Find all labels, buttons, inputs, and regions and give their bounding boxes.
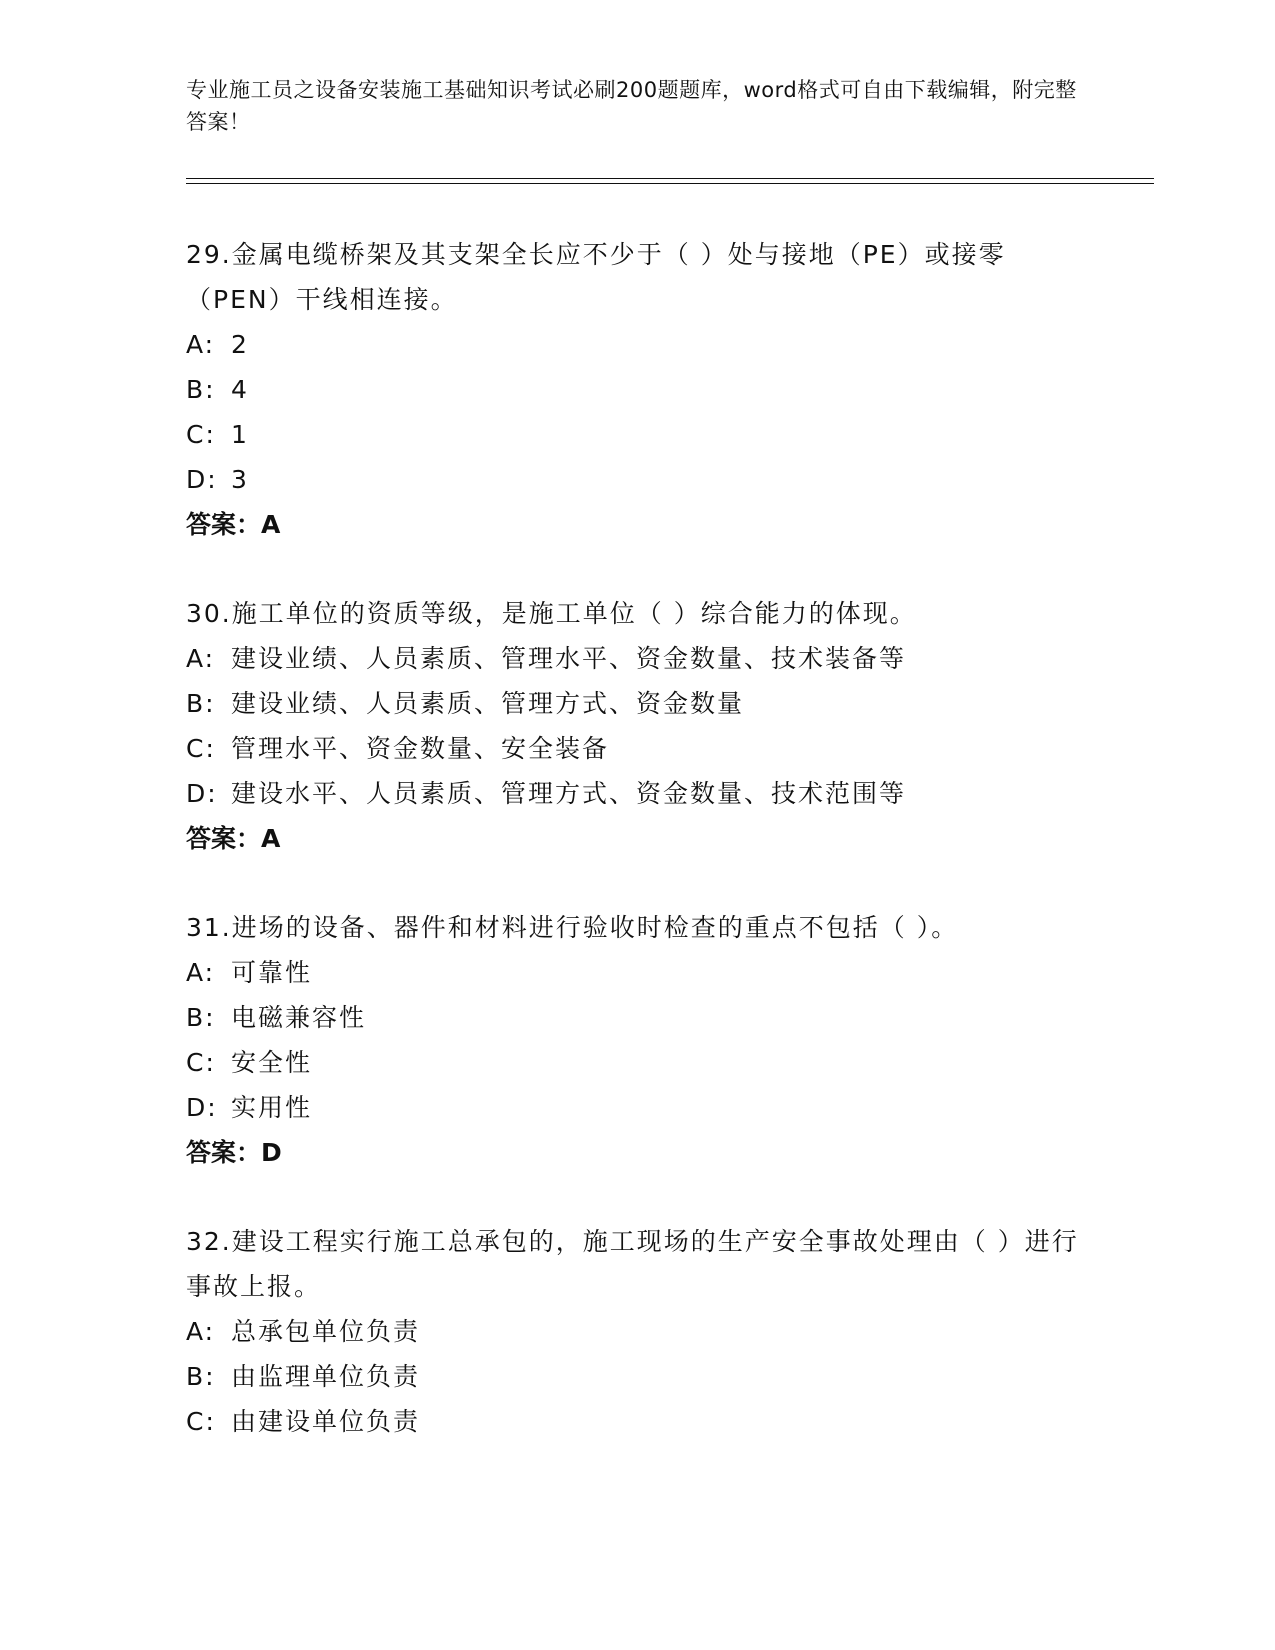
option-text: 安全性 [231,1048,313,1077]
option-text: 3 [231,465,249,494]
question-29 [186,232,1086,547]
question-stem: 29.金属电缆桥架及其支架全长应不少于（ ）处与接地（PE）或接零（PEN）干线相连接。 [186,240,1006,314]
option-letter: B: [186,1003,216,1032]
option-d [186,771,1086,816]
option-d [186,1085,1086,1130]
question-31 [186,905,1086,1175]
option-c [186,412,1086,457]
option-text: 电磁兼容性 [231,1003,367,1032]
question-stem: 31.进场的设备、器件和材料进行验收时检查的重点不包括（ ）。 [186,913,959,942]
question-stem: 32.建设工程实行施工总承包的，施工现场的生产安全事故处理由（ ）进行事故上报。 [186,1227,1079,1301]
option-letter: B: [186,1362,216,1391]
option-text: 4 [231,375,249,404]
option-d [186,457,1086,502]
option-b [186,995,1086,1040]
option-b [186,1354,1086,1399]
option-text: 2 [231,330,249,359]
option-b [186,681,1086,726]
option-text: 建设业绩、人员素质、管理水平、资金数量、技术装备等 [231,644,907,673]
option-c [186,1399,1086,1444]
option-c [186,726,1086,771]
option-letter: C: [186,734,216,763]
option-letter: A: [186,1317,216,1346]
option-letter: C: [186,420,216,449]
option-text: 总承包单位负责 [231,1317,421,1346]
answer-label: 答案：A [186,824,281,853]
question-30 [186,591,1086,861]
header-divider-bottom [186,183,1154,184]
option-a [186,950,1086,995]
option-text: 建设水平、人员素质、管理方式、资金数量、技术范围等 [231,779,907,808]
option-letter: D: [186,465,218,494]
option-a [186,1309,1086,1354]
option-a [186,322,1086,367]
option-b [186,367,1086,412]
question-stem: 30.施工单位的资质等级，是施工单位（ ）综合能力的体现。 [186,599,917,628]
answer-label: 答案：A [186,510,281,539]
option-text: 可靠性 [231,958,313,987]
option-letter: B: [186,375,216,404]
option-c [186,1040,1086,1085]
option-letter: A: [186,644,216,673]
option-letter: C: [186,1407,216,1436]
option-text: 1 [231,420,249,449]
option-letter: C: [186,1048,216,1077]
option-letter: A: [186,958,216,987]
option-letter: B: [186,689,216,718]
option-text: 管理水平、资金数量、安全装备 [231,734,610,763]
option-text: 实用性 [231,1093,313,1122]
question-32 [186,1219,1086,1444]
option-letter: A: [186,330,216,359]
option-a [186,636,1086,681]
question-list [186,232,1086,1488]
option-text: 建设业绩、人员素质、管理方式、资金数量 [231,689,745,718]
document-header: 专业施工员之设备安装施工基础知识考试必刷200题题库，word格式可自由下载编辑，附完整答案！ [186,78,1077,134]
header-divider-top [186,178,1154,179]
option-letter: D: [186,1093,218,1122]
option-letter: D: [186,779,218,808]
answer-label: 答案：D [186,1138,282,1167]
option-text: 由监理单位负责 [231,1362,421,1391]
option-text: 由建设单位负责 [231,1407,421,1436]
